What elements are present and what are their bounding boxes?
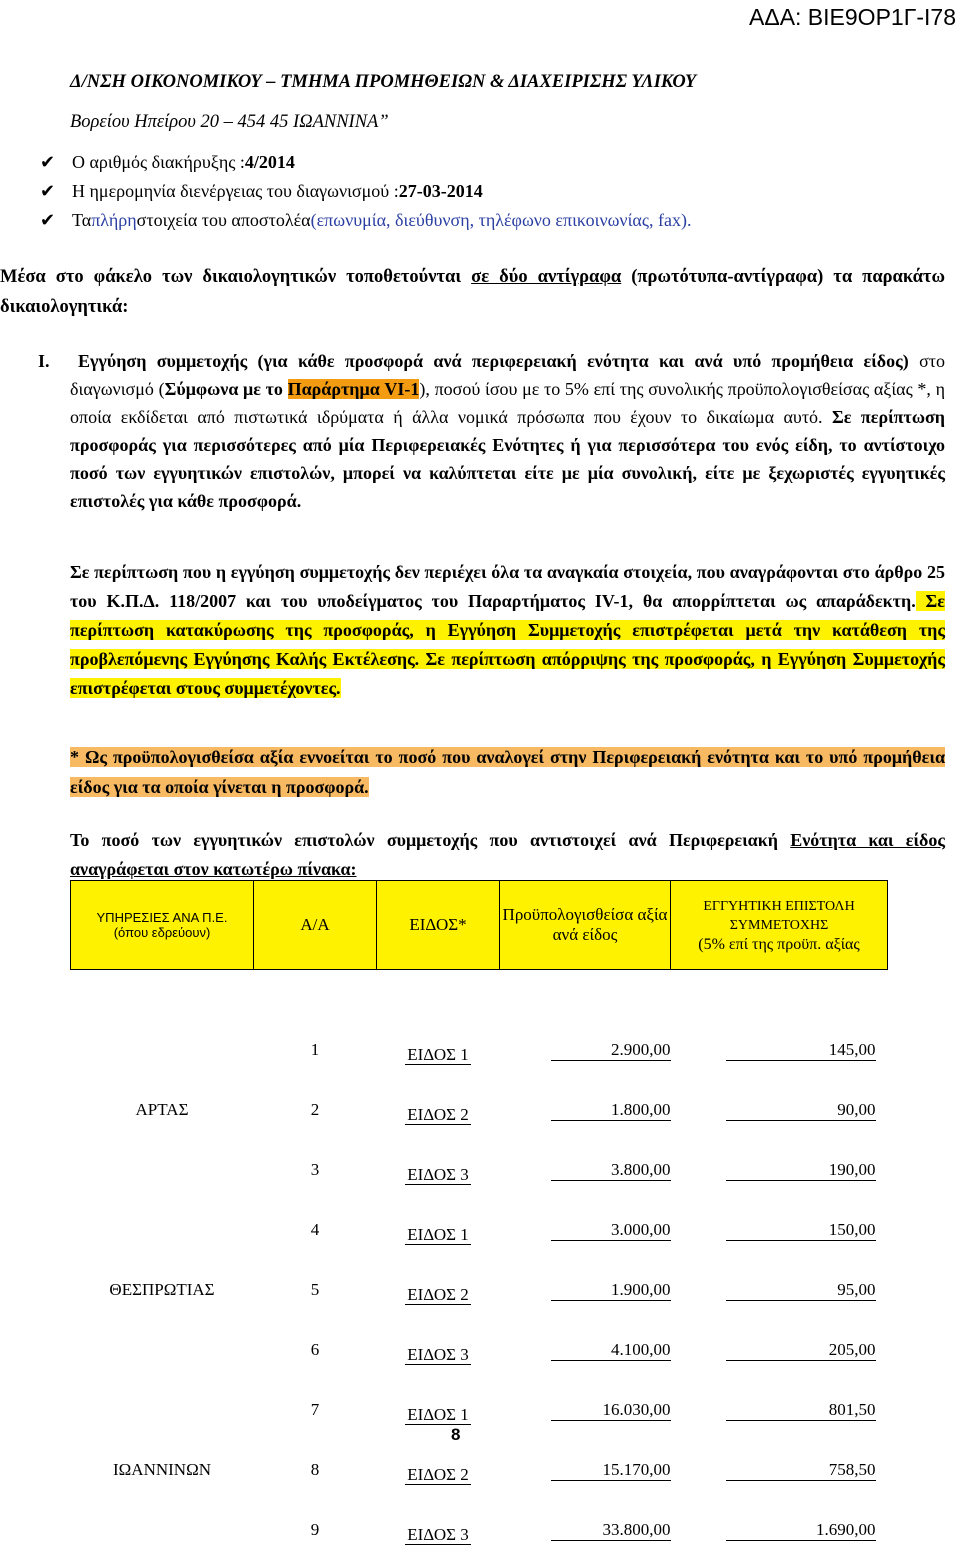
kind-text: ΕΙΔΟΣ 1 [407, 1405, 469, 1424]
department-header: Δ/ΝΣΗ ΟΙΚΟΝΟΜΙΚΟΥ – ΤΜΗΜΑ ΠΡΟΜΗΘΕΙΩΝ & ΔΙΑΧΕΙΡΙΣΗΣ ΥΛΙΚΟΥ [70, 72, 697, 92]
guarantee-paragraph [38, 347, 946, 515]
budget-text: 1.900,00 [551, 1280, 671, 1301]
guarantee-cell [671, 1440, 888, 1500]
header-aa: Α/Α [254, 881, 377, 970]
checklist-text: στοιχεία του αποστολέα [136, 210, 311, 230]
kind-cell [377, 1140, 500, 1200]
checklist-item [40, 177, 691, 206]
guarantee-table [70, 880, 888, 1560]
checklist-value: 27-03-2014 [398, 181, 483, 201]
table-row [71, 1380, 888, 1440]
budget-cell [500, 1080, 671, 1140]
guarantee-cell [671, 1500, 888, 1560]
guarantee-text: στο διαγωνισμό ( [70, 351, 946, 399]
kind-text: ΕΙΔΟΣ 3 [407, 1525, 469, 1544]
guarantee-text: 95,00 [726, 1280, 876, 1301]
aa-cell: 4 [310, 1220, 320, 1239]
budget-cell [500, 1440, 671, 1500]
kind-cell [377, 1200, 500, 1260]
guarantee-text: 90,00 [726, 1100, 876, 1121]
region-cell: ΑΡΤΑΣ [135, 1100, 189, 1119]
rejection-highlight: Σε περίπτωση κατακύρωσης της προσφοράς, η Εγγύηση Συμμετοχής επιστρέφεται μετά την κατάθεση της προβλεπόμενης Εγγύησης Καλής Εκτέλεσης. Σε περίπτωση απόρριψης της προσφοράς, η Εγγύηση Συμμετοχής επιστρέφεται στους συμμετέχοντες. [70, 591, 945, 698]
guarantee-bold: Σύμφωνα με το [164, 379, 288, 399]
guarantee-bold: Σε περίπτωση προσφοράς για περισσότερες από μία Περιφερειακές Ενότητες ή για περισσότερα του ενός είδη, το αντίστοιχο ποσό των εγγυητικών επιστολών, μπορεί να καλύπτεται είτε με μία συνολική, είτε με ξεχωριστές εγγυητικές επιστολές για κάθε προσφορά. [70, 407, 945, 511]
guarantee-cell [671, 1020, 888, 1080]
kind-text: ΕΙΔΟΣ 3 [407, 1165, 469, 1184]
header-services-text: ΥΠΗΡΕΣΙΕΣ ΑΝΑ Π.Ε. [96, 910, 228, 925]
page-number: 8 [451, 1425, 461, 1444]
checkmark-icon: ✔ [40, 152, 56, 173]
aa-cell: 5 [310, 1280, 320, 1299]
checklist-text-blue: . [686, 210, 692, 230]
kind-text: ΕΙΔΟΣ 1 [407, 1225, 469, 1244]
department-address: Βορείου Ηπείρου 20 – 454 45 ΙΩΑΝΝΙΝΑ” [70, 112, 389, 132]
header-services-sub: (όπου εδρεύουν) [113, 925, 211, 940]
table-header-row [71, 881, 888, 970]
header-services [71, 881, 254, 970]
checklist-text-blue: πλήρη [91, 210, 137, 230]
checkmark-icon: ✔ [40, 210, 56, 231]
rejection-text: Σε περίπτωση που η εγγύηση συμμετοχής δεν περιέχει όλα τα αναγκαία στοιχεία, που αναγράφονται στο άρθρο 25 του Κ.Π.Δ. 118/2007 και του υποδείγματος του Παραρτήματος IV-1, θα απορρίπτεται ως απαράδεκτη. [70, 562, 945, 611]
budget-text: 16.030,00 [551, 1400, 671, 1421]
ada-code: ΑΔΑ: ΒΙΕ9ΟΡ1Γ-Ι78 [748, 4, 956, 30]
checklist [40, 148, 691, 235]
guarantee-text: 190,00 [726, 1160, 876, 1181]
kind-text: ΕΙΔΟΣ 2 [407, 1285, 469, 1304]
guarantee-cell [671, 1320, 888, 1380]
kind-text: ΕΙΔΟΣ 2 [407, 1105, 469, 1124]
checklist-value: 4/2014 [244, 152, 295, 172]
kind-cell [377, 1020, 500, 1080]
budget-cell [500, 1260, 671, 1320]
table-intro [70, 826, 945, 884]
budget-text: 33.800,00 [551, 1520, 671, 1541]
envelope-text: Μέσα στο φάκελο των δικαιολογητικών τοποθετούνται [0, 267, 472, 287]
header-guarantee [671, 881, 888, 970]
guarantee-text: ), ποσού ίσου με το 5% επί της συνολικής προϋπολογισθείσας αξίας *, η οποία εκδίδεται από πιστωτικά ιδρύματα ή άλλα νομικά πρόσωπα που έχουν το δικαίωμα αυτό. [70, 379, 946, 427]
envelope-text: (πρωτότυπα-αντίγραφα) τα παρακάτω δικαιολογητικά: [0, 267, 945, 317]
kind-text: ΕΙΔΟΣ 1 [407, 1045, 469, 1064]
guarantee-text: 145,00 [726, 1040, 876, 1061]
budget-text: 15.170,00 [551, 1460, 671, 1481]
kind-cell [377, 1500, 500, 1560]
rejection-paragraph [70, 558, 945, 703]
header-kind: ΕΙΔΟΣ* [377, 881, 500, 970]
budget-cell [500, 1140, 671, 1200]
budget-cell [500, 1320, 671, 1380]
table-intro-text: Το ποσό των εγγυητικών επιστολών συμμετοχής που αντιστοιχεί ανά Περιφερειακή [70, 830, 791, 850]
table-row [71, 1200, 888, 1260]
guarantee-text: 801,50 [726, 1400, 876, 1421]
guarantee-cell [671, 1080, 888, 1140]
envelope-underlined: σε δύο αντίγραφα [471, 267, 622, 287]
kind-cell [377, 1080, 500, 1140]
region-cell: ΙΩΑΝΝΙΝΩΝ [113, 1460, 211, 1479]
kind-cell [377, 1320, 500, 1380]
kind-cell [377, 1380, 500, 1440]
envelope-paragraph [0, 262, 945, 322]
budget-note [70, 742, 945, 802]
kind-cell [377, 1260, 500, 1320]
guarantee-text: 150,00 [726, 1220, 876, 1241]
budget-text: 1.800,00 [551, 1100, 671, 1121]
guarantee-text: 1.690,00 [726, 1520, 876, 1541]
budget-cell [500, 1020, 671, 1080]
aa-cell: 9 [310, 1520, 320, 1539]
checklist-text: Τα [72, 210, 92, 230]
budget-cell [500, 1380, 671, 1440]
checklist-item [40, 206, 691, 235]
aa-cell: 8 [310, 1460, 320, 1479]
budget-note-text: * Ως προϋπολογισθείσα αξία εννοείται το ποσό που αναλογεί στην Περιφερειακή ενότητα και το υπό προμήθεια είδος για τα οποία γίνεται η προσφορά. [70, 747, 945, 797]
guarantee-cell [671, 1380, 888, 1440]
guarantee-cell [671, 1200, 888, 1260]
checklist-label: Η ημερομηνία διενέργειας του διαγωνισμού : [72, 181, 399, 201]
budget-text: 3.800,00 [551, 1160, 671, 1181]
checkmark-icon: ✔ [40, 181, 56, 202]
budget-text: 4.100,00 [551, 1340, 671, 1361]
guarantee-text: 205,00 [726, 1340, 876, 1361]
budget-cell [500, 1200, 671, 1260]
header-guarantee-sub: (5% επί της προϋπ. αξίας [698, 935, 860, 953]
budget-text: 2.900,00 [551, 1040, 671, 1061]
kind-cell [377, 1440, 500, 1500]
budget-cell [500, 1500, 671, 1560]
budget-text: 3.000,00 [551, 1220, 671, 1241]
guarantee-text: 758,50 [726, 1460, 876, 1481]
header-guarantee-text: ΕΓΓΥΗΤΙΚΗ ΕΠΙΣΤΟΛΗ ΣΥΜΜΕΤΟΧΗΣ [703, 898, 855, 933]
table-intro-underlined: Ενότητα και είδος αναγράφεται στον κατωτέρω πίνακα: [70, 830, 945, 879]
kind-text: ΕΙΔΟΣ 2 [407, 1465, 469, 1484]
header-budget: Προϋπολογισθείσα αξία ανά είδος [500, 881, 671, 970]
region-cell: ΘΕΣΠΡΩΤΙΑΣ [109, 1280, 215, 1299]
kind-text: ΕΙΔΟΣ 3 [407, 1345, 469, 1364]
checklist-item [40, 148, 691, 177]
checklist-label: Ο αριθμός διακήρυξης : [72, 152, 245, 172]
aa-cell: 7 [310, 1400, 320, 1419]
aa-cell: 1 [310, 1040, 320, 1059]
section-number: Ι. [38, 351, 50, 371]
aa-cell: 3 [310, 1160, 320, 1179]
checklist-text-blue: (επωνυμία, διεύθυνση, τηλέφωνο επικοινωνίας, fax) [310, 210, 687, 230]
guarantee-bold: Εγγύηση συμμετοχής (για κάθε προσφορά ανά περιφερειακή ενότητα και ανά υπό προμήθεια είδος) [78, 351, 909, 371]
guarantee-cell [671, 1260, 888, 1320]
aa-cell: 2 [310, 1100, 320, 1119]
guarantee-cell [671, 1140, 888, 1200]
table-row [71, 1020, 888, 1080]
aa-cell: 6 [310, 1340, 320, 1359]
annex-highlight: Παράρτημα VI-1 [287, 379, 420, 399]
